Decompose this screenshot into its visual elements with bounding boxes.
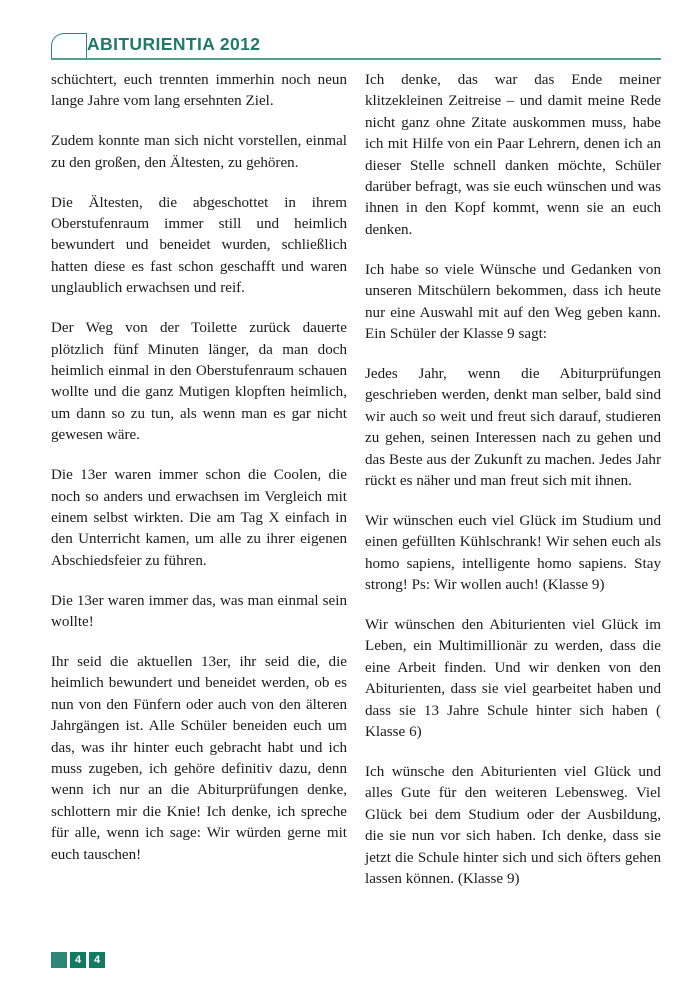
paragraph: Zudem konnte man sich nicht vorstellen, einmal zu den großen, den Ältesten, zu gehören. — [51, 133, 347, 171]
header-divider — [51, 58, 661, 60]
folio-digit: 4 — [70, 952, 86, 968]
paragraph: Wir wünschen den Abiturienten viel Glück im Leben, ein Multimillionär zu werden, dass die eine Arbeit finden. Und wir denken von den Abiturienten, dass sie viel gearbeitet haben und dass sie 13 Jahre Schule hinter sich haben ( Klasse 6) — [365, 616, 661, 740]
page-title: ABITURIENTIA 2012 — [87, 34, 261, 54]
paragraph: Ich wünsche den Abiturienten viel Glück und alles Gute für den weiteren Lebensweg. Viel Glück bei dem Studium oder der Ausbildung, die sie nun vor sich haben. Ich denke, dass sie jetzt die Schule hinter sich und sich öfters gehen lassen können. (Klasse 9) — [365, 763, 661, 887]
page-number-folio — [51, 952, 105, 968]
article-body — [51, 70, 661, 930]
rounded-corner-bracket-icon — [51, 33, 87, 59]
paragraph: Ihr seid die aktuellen 13er, ihr seid die, die heimlich bewundert und beneidet werden, ob es nun von den Fünfern oder auch von den älteren Jahrgängen ist. Alle Schüler beneiden euch um das, was ihr hinter euch gebracht habt und ich muss zugeben, ich gehöre definitiv dazu, denn wenn ich nur an die Abiturprüfungen denke, schlottern mir die Knie! Ich denke, ich spreche für alle, wenn ich sage: Wir würden gerne mit euch tauschen! — [51, 653, 347, 863]
folio-digit: 4 — [89, 952, 105, 968]
left-column — [51, 70, 347, 930]
page-header — [51, 31, 661, 65]
paragraph: Wir wünschen euch viel Glück im Studium und einen gefüllten Kühlschrank! Wir sehen euch als homo sapiens, intelligente homo sapiens. Stay strong! Ps: Wir wollen auch! (Klasse 9) — [365, 512, 661, 594]
paragraph: Ich habe so viele Wünsche und Gedanken von unseren Mitschülern bekommen, dass ich heute nur eine Auswahl mit auf den Weg geben kann. Ein Schüler der Klasse 9 sagt: — [365, 261, 661, 342]
paragraph: Die 13er waren immer schon die Coolen, die noch so anders und erwachsen im Vergleich mit einem selbst wirkten. Die am Tag X einfach in den Unterricht kamen, um alle zu ihrer eigenen Abschiedsfeier zu führen. — [51, 467, 347, 569]
paragraph: Jedes Jahr, wenn die Abiturprüfungen geschrieben werden, denkt man selber, bald sind wir auch so weit und freut sich darauf, studieren zu gehen, seinen Interessen nach zu gehen und das Beste aus der Zukunft zu machen. Jedes Jahr rückt es näher und man freut sich mit ihnen. — [365, 365, 661, 489]
paragraph: Die 13er waren immer das, was man einmal sein wollte! — [51, 592, 347, 631]
right-column — [365, 70, 661, 930]
paragraph: schüchtert, euch trennten immerhin noch neun lange Jahre vom lang ersehnten Ziel. — [51, 72, 347, 110]
folio-swatch — [51, 952, 67, 968]
paragraph: Der Weg von der Toilette zurück dauerte plötzlich fünf Minuten länger, da man doch heimlich einmal in den Oberstufenraum schauen wollte und die ganz Mutigen klopften heimlich, um dann so zu tun, als wenn man es gar nicht gewesen wäre. — [51, 320, 347, 444]
paragraph: Die Ältesten, die abgeschottet in ihrem Oberstufenraum immer still und heimlich bewundert und beneidet wurden, schließlich hatten diese es fast schon geschafft und waren unglaublich erwachsen und reif. — [51, 194, 347, 297]
paragraph: Ich denke, das war das Ende meiner klitzekleinen Zeitreise – und damit meine Rede nicht ganz ohne Zitate auskommen muss, habe ich mit Hilfe von ein Paar Lehrern, denen ich an dieser Stelle schnell danken möchte, Schüler darüber befragt, was sie euch wünschen und was ihnen in den Kopf kommt, wenn sie an euch denken. — [365, 72, 661, 238]
